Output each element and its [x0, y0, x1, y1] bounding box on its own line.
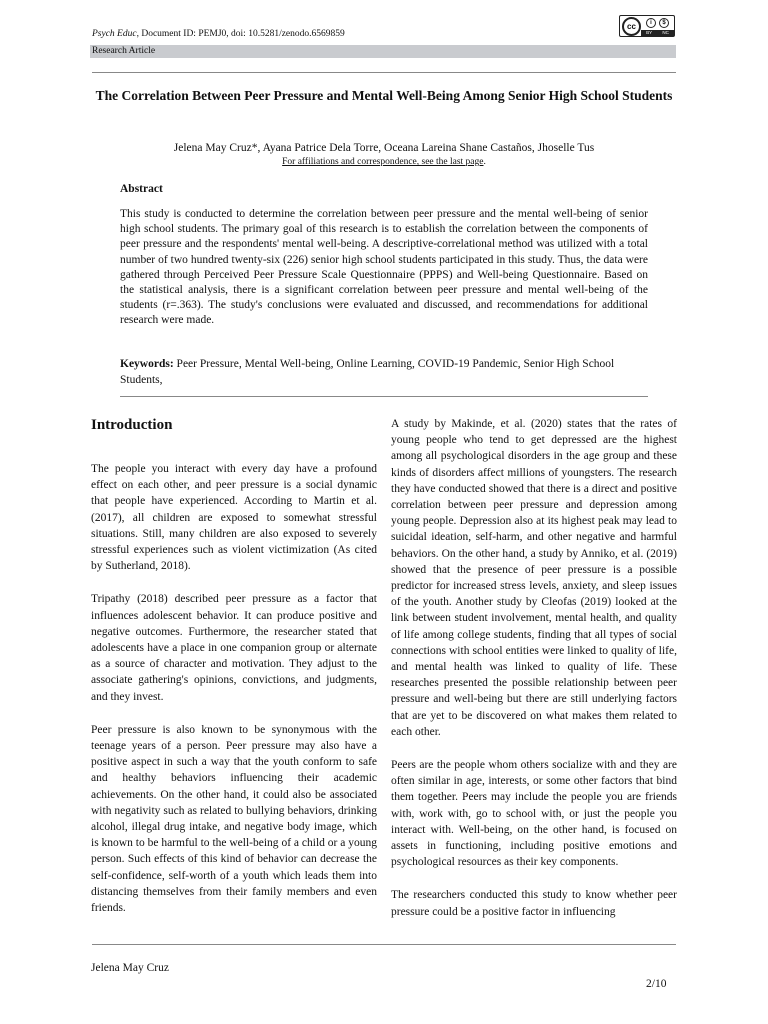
paragraph: Tripathy (2018) described peer pressure as a factor that influences adolescent behavior. It can produce positive and negative outcomes. Furthermore, the researcher stated that adolescents have a place in one companion group or alternate as a source of character and motivation. They adjust to the associate gathering's opinions, convictions, and judgments, and they invest. [91, 593, 377, 703]
attribution-icon: i [646, 18, 656, 28]
noncommercial-icon: $ [659, 18, 669, 28]
paragraph: The researchers conducted this study to know whether peer pressure could be a positive factor in influencing [391, 889, 677, 918]
cc-logo-icon: cc [622, 17, 641, 36]
paragraph: Peers are the people whom others socialize with and they are often similar in age, interests, or some other factors that bind them together. Peers may include the people you are friends with, work with, go to school with, or just the people you interact with. Well-being, on the other hand, is focused on assets in functioning, including positive emotions and psychological resources as their key components. [391, 759, 677, 869]
article-type-bar: Research Article [90, 45, 676, 58]
footer-author: Jelena May Cruz [91, 962, 169, 974]
abstract-text: This study is conducted to determine the correlation between peer pressure and the mental well-being of senior high school students. The primary goal of this research is to establish the correlation between the components of peer pressure and the respondents' mental well-being. A descriptive-correlational method was utilized with a total number of two hundred twenty-six (226) senior high school students participated in this study. Thus, the data were gathered through Perceived Peer Pressure Scale Questionnaire (PPPS) and Well-being Questionnaire. Based on the statistical analysis, there is a significant correlation between peer pressure and mental well-being of the students (r=.363). The study's conclusions were evaluated and discussed, and recommendations for additional research were made. [120, 208, 648, 327]
license-badge[interactable] [619, 15, 675, 37]
journal-header [92, 29, 345, 39]
author-list: Jelena May Cruz*, Ayana Patrice Dela Torre, Oceana Lareina Shane Castaños, Jhoselle Tus [173, 142, 595, 154]
affiliation-note [92, 157, 676, 167]
footer-divider [92, 944, 676, 945]
affiliation-period: . [483, 157, 486, 167]
paragraph: Peer pressure is also known to be synonymous with the teenage years of a person. Peer pressure may also have a positive aspect in such a way that the youth conform to safe and healthy behaviors influencing their academic achievements. On the other hand, it could also be associated with negativity such as related to bullying behaviors, drinking alcohol, illegal drug intake, and negative body image, which is known to be harmful to the well-being of a child or a young person. Such effects of this kind of behavior can decrease the self-confidence, self-worth of a youth which leads them into distancing themselves from their family members and even friends. [91, 723, 377, 915]
abstract-divider [120, 396, 648, 397]
license-label-nc: NC [662, 30, 669, 35]
keywords-label: Keywords: [120, 358, 174, 370]
keywords-text: Peer Pressure, Mental Well-being, Online Learning, COVID-19 Pandemic, Senior High School Students, [120, 358, 615, 386]
journal-name: Psych Educ [92, 29, 137, 39]
keywords [120, 356, 648, 388]
paper-title: The Correlation Between Peer Pressure and Mental Well-Being Among Senior High School Students [95, 88, 673, 103]
abstract-heading: Abstract [120, 183, 163, 195]
page-number: 2/10 [646, 978, 667, 990]
left-column [91, 461, 377, 933]
right-column [391, 416, 677, 937]
affiliation-link[interactable]: For affiliations and correspondence, see the last page [282, 157, 484, 167]
license-label-by: BY [646, 30, 653, 35]
introduction-heading: Introduction [91, 417, 173, 433]
paragraph: A study by Makinde, et al. (2020) states that the rates of young people who tend to get depressed are the highest among all psychological disorders in the age group and these kinds of disorders affect millions of youngsters. The research they have conducted showed that there is a direct and positive correlation between peer pressure and depression among young people. Depression also at its highest peak may lead to suicidal ideation, self-harm, and other negative and harmful behaviors. On the other hand, a study by Anniko, et al. (2019) showed that the presence of peer pressure is a possible predictor for increased stress levels, anxiety, and sleep issues of the youth. Another study by Cleofas (2019) looked at the link between student involvement, mental health, and quality of life among college students, finding that all types of social connections with school entities were linked to quality of life, and mental health was linked to quality of life. These researches presented the possible relationship between peer pressure and well-being but there are still underlying factors that are yet to be discovered on what makes them related to each other. [391, 418, 677, 738]
paragraph: The people you interact with every day have a profound effect on each other, and peer pressure is a social dynamic that people have experienced. According to Martin et al. (2017), all children are exposed to somewhat stressful situations. Still, many children are also exposed to severely stressful experiences such as violent victimization (As cited by Sutherland, 2018). [91, 463, 377, 573]
top-divider [92, 72, 676, 73]
document-meta: , Document ID: PEMJ0, doi: 10.5281/zenodo.6569859 [136, 29, 345, 39]
